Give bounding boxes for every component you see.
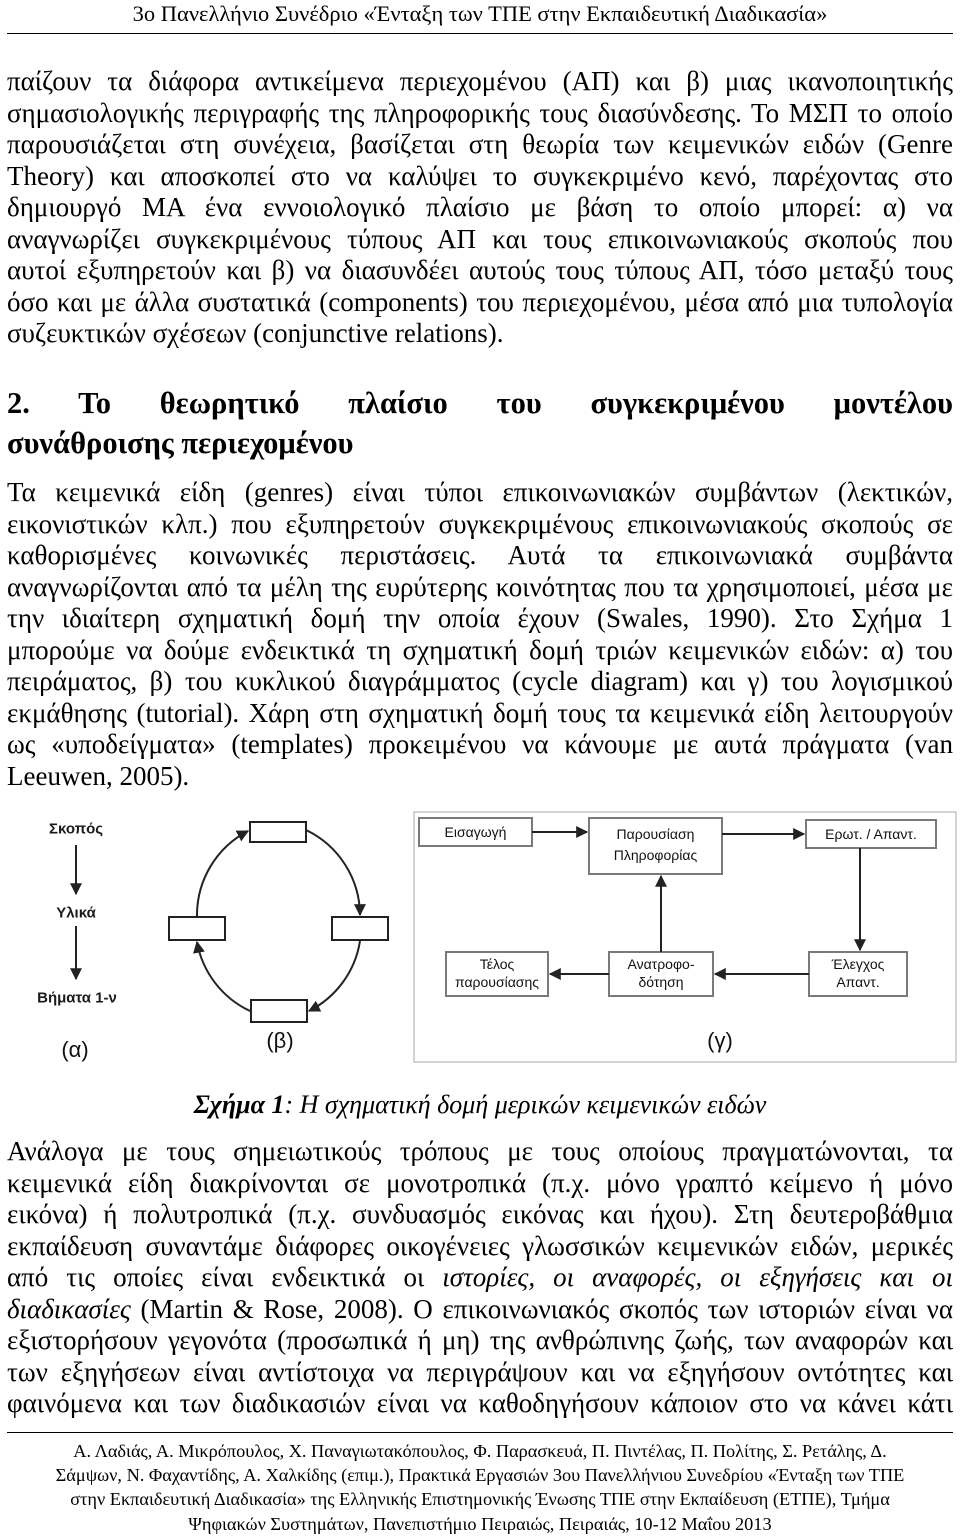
figure-caption [7, 1089, 953, 1121]
paragraph-line: εκπαίδευση συναντάμε διάφορες οικογένειες γλωσσικών κειμενικών ειδών, μερικές [7, 1230, 953, 1261]
paragraph-line: των εξηγήσεων είναι αντίστοιχα να περιγράψουν και να εξηγήσουν οντότητες και [7, 1356, 953, 1387]
tutorial-box-question-text: Ερωτ. / Απαντ. [825, 826, 917, 842]
running-header: 3ο Πανελλήνιο Συνέδριο «Ένταξη των ΤΠΕ στην Εκπαιδευτική Διαδικασία» [7, 0, 953, 34]
paragraph-line: Leeuwen, 2005). [7, 760, 190, 791]
heading-line: 2. Το θεωρητικό πλαίσιο του συγκεκριμένου μοντέλου [7, 386, 953, 420]
paragraph-3 [7, 1136, 953, 1420]
paragraph-line [7, 1294, 953, 1326]
tutorial-box-feedback-text: Ανατροφο- [627, 956, 695, 972]
genre-list-italic: ιστορίες, οι αναφορές, οι εξηγήσεις και οι [442, 1262, 953, 1293]
paragraph-line: την ιδιαίτερη σχηματική δομή την οποία έχουν (Swales, 1990). Στο Σχήμα 1 [7, 603, 953, 634]
paragraph-line: αναγνωρίζονται από τα μέλη της ευρύτερης κοινότητας που τα χρησιμοποιεί, μέσα με [7, 571, 953, 602]
line-text: από τις οποίες είναι ενδεικτικά οι [7, 1262, 443, 1293]
paragraph-line: σημασιολογικής περιγραφής της πληροφορικής τους διασύνδεσης. Το ΜΣΠ το οποίο [7, 97, 953, 128]
heading-line: συνάθροισης περιεχομένου [7, 426, 354, 460]
paragraph-line: δημιουργό ΜΑ ένα εννοιολογικό πλαίσιο με βάση το οποίο μπορεί: α) να [7, 192, 953, 223]
tutorial-box-check-text: Έλεγχος [831, 956, 885, 972]
paragraph-line: εικονιστικών κλπ.) που εξυπηρετούν συγκεκριμένους επικοινωνιακούς σκοπούς σε [7, 508, 953, 539]
cycle-arrow [309, 941, 360, 1011]
panel-b-label: (β) [266, 1028, 294, 1053]
paragraph-line: Τα κειμενικά είδη (genres) είναι τύποι επικοινωνιακών συμβάντων (λεκτικών, [7, 477, 953, 507]
footer-line: Ψηφιακών Συστημάτων, Πανεπιστήμιο Πειραιώς, Πειραιάς, 10-12 Μαΐου 2013 [188, 1513, 772, 1534]
paragraph-line: ως «υποδείγματα» (templates) προκειμένου να κάνουμε με αυτά πράγματα (van [7, 729, 953, 760]
footer-rule [7, 1432, 953, 1433]
intro-paragraph [7, 66, 953, 350]
cycle-arrow [306, 830, 360, 915]
caption-text: : Η σχηματική δομή μερικών κειμενικών ειδών [284, 1090, 767, 1119]
panel-b-cycle [169, 822, 388, 1053]
caption-label: Σχήμα 1 [193, 1090, 285, 1119]
paragraph-line: φαινόμενα και των διαδικασιών είναι να καθοδηγήσουν κάποιον στο να κάνει κάτι [7, 1388, 953, 1419]
tutorial-box-intro-text: Εισαγωγή [444, 824, 507, 840]
cycle-arrow [197, 942, 250, 1011]
paragraph-line: Ανάλογα με τους σημειωτικούς τρόπους με τους οποίους πραγματώνονται, τα [7, 1136, 953, 1166]
paragraph-line [7, 1262, 953, 1294]
panel-a-label: (α) [61, 1037, 89, 1062]
paragraph-line: συζευκτικών σχέσεων (conjunctive relations). [7, 318, 504, 349]
paragraph-line: Theory) και αποσκοπεί στο να καλύψει το συγκεκριμένο κενό, παρέχοντας στο [7, 160, 953, 191]
paragraph-line: όσο και με άλλα συστατικά (components) του περιεχομένου, μέσα από μια τυπολογία [7, 286, 953, 317]
paragraph-line: παρουσιάζεται στη συνέχεια, βασίζεται στη θεωρία των κειμενικών ειδών (Genre [7, 129, 953, 160]
footer-line: Σάμψων, Ν. Φαχαντίδης, Α. Χαλκίδης (επιμ.), Πρακτικά Εργασιών 3ου Πανελλήνιου Συνεδρίου «Ένταξη των ΤΠΕ [55, 1465, 905, 1486]
section-2-paragraph [7, 477, 953, 792]
tutorial-box-check-text: Απαντ. [836, 974, 880, 990]
paragraph-line: μπορούμε να δούμε ενδεικτικά τη σχηματική δομή τριών κειμενικών ειδών: α) του [7, 634, 953, 665]
tutorial-box-presentation-text: Πληροφορίας [613, 847, 698, 863]
panel-a-step-purpose: Σκοπός [48, 820, 104, 838]
paragraph-line: πειράματος, β) του κυκλικού διαγράμματος (cycle diagram) και γ) του λογισμικού [7, 666, 953, 697]
paragraph-line: αυτοί εξυπηρετούν και β) να διασυνδέει αυτούς τους τύπους ΑΠ, τόσο μεταξύ τους [7, 255, 953, 286]
cycle-box-right [332, 917, 388, 940]
paragraph-line: παίζουν τα διάφορα αντικείμενα περιεχομένου (ΑΠ) και β) μιας ικανοποιητικής [7, 66, 953, 96]
paragraph-line: εκμάθησης (tutorial). Χάρη στη σχηματική δομή τους τα κειμενικά είδη λειτουργούν [7, 697, 953, 728]
footer-line: Α. Λαδιάς, Α. Μικρόπουλος, Χ. Παναγιωτακόπουλος, Φ. Παρασκευά, Π. Πιντέλας, Π. Πολίτης, Σ. Ρετάλης, Δ. [73, 1441, 887, 1461]
genre-list-italic: διαδικασίες [7, 1293, 131, 1324]
paragraph-line: κειμενικά είδη διακρίνονται σε μονοτροπικά (π.χ. μόνο γραπτό κείμενο ή μόνο [7, 1167, 953, 1198]
tutorial-box-feedback-text: δότηση [638, 974, 684, 990]
panel-c-tutorial [414, 812, 956, 1062]
line-text: (Martin & Rose, 2008). Ο επικοινωνιακός σκοπός των ιστοριών είναι να [130, 1293, 953, 1324]
cycle-box-top [250, 822, 306, 842]
cycle-box-bottom [251, 1000, 307, 1022]
cycle-box-left [169, 917, 225, 940]
panel-a-step-materials: Υλικά [56, 904, 96, 922]
paragraph-line: καθορισμένες κοινωνικές περιστάσεις. Αυτά τα επικοινωνιακά συμβάντα [7, 540, 953, 571]
paragraph-line: εικόνα) ή πολυτροπικά (π.χ. συνδυασμός εικόνας και ήχου). Στη δευτεροβάθμια [7, 1199, 953, 1230]
tutorial-box-presentation-text: Παρουσίαση [616, 826, 695, 842]
panel-a-step-steps: Βήματα 1-ν [37, 989, 117, 1007]
tutorial-box-end-text: Τέλος [479, 956, 515, 972]
page-footer [7, 1439, 953, 1536]
footer-line: στην Εκπαιδευτική Διαδικασία» της Ελληνικής Επιστημονικής Ένωσης ΤΠΕ στην Εκπαίδευση (ΕΤΠΕ), Τμήμα [70, 1489, 890, 1510]
panel-c-label: (γ) [707, 1028, 733, 1053]
paragraph-line: εξιστορήσουν γεγονότα (προσωπικά ή μη) της ανθρώπινης ζωής, των αναφορών και [7, 1325, 953, 1356]
panel-a-experiment [37, 821, 117, 1063]
cycle-arrow [197, 831, 248, 916]
section-heading [7, 383, 953, 463]
paragraph-line: αναγνωρίζει συγκεκριμένους τύπους ΑΠ και τους επικοινωνιακούς σκοπούς που [7, 223, 953, 254]
tutorial-box-end-text: παρουσίασης [455, 974, 539, 990]
figure-1 [0, 808, 960, 1080]
